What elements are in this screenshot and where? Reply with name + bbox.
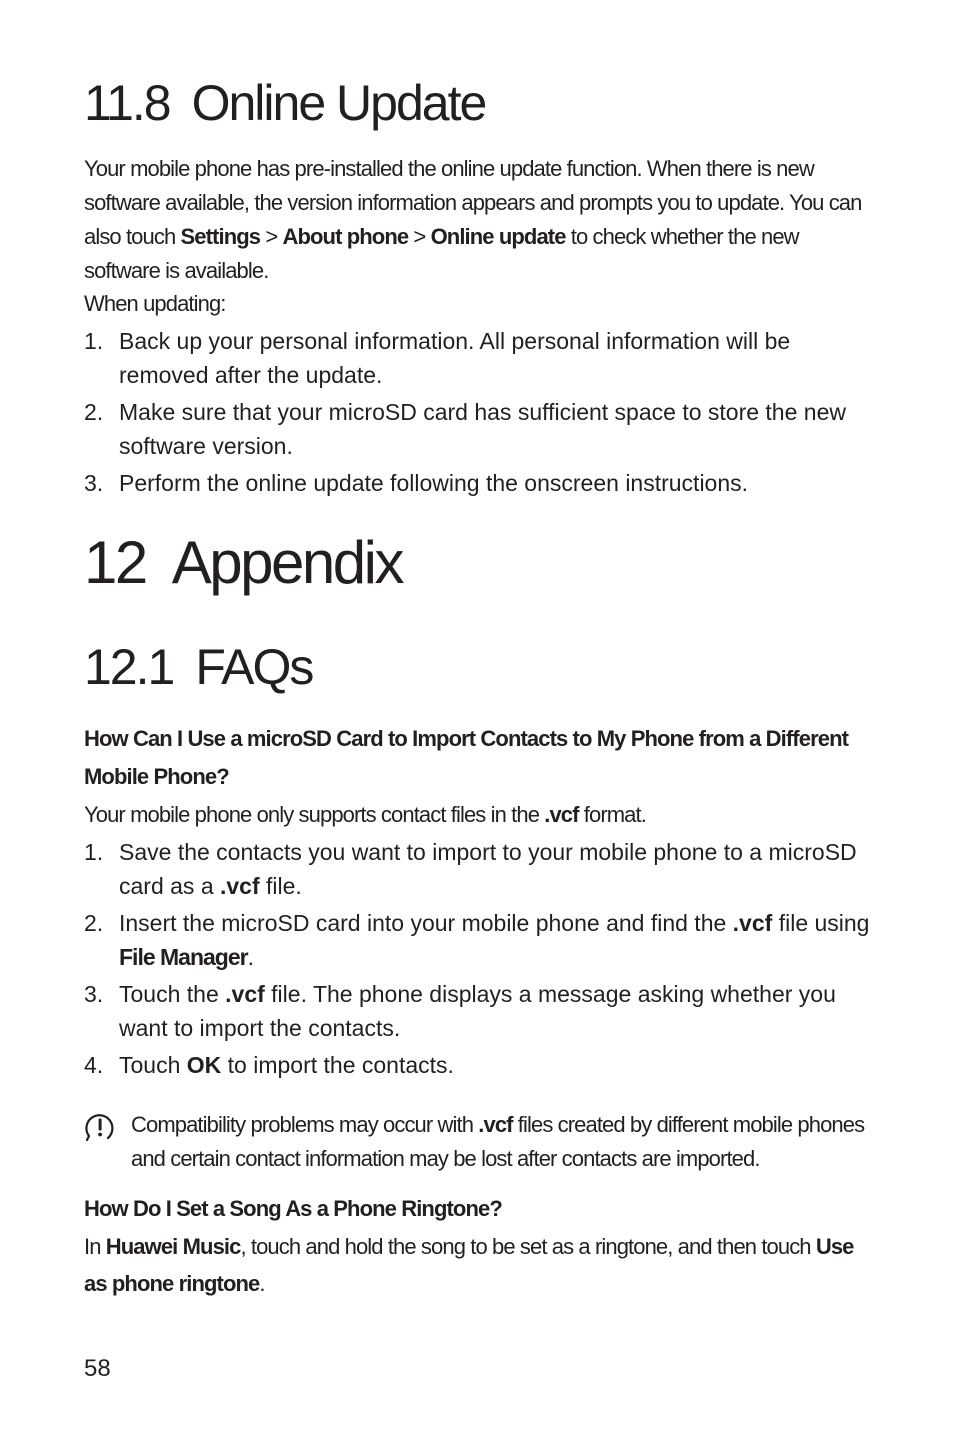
when-updating-label: When updating: [84, 291, 226, 316]
settings-term: Settings [180, 224, 261, 249]
ok-term: OK [186, 1052, 222, 1078]
faq-ringtone-answer: In Huawei Music, touch and hold the song to be set as a ringtone, and then touch Use as phone ringtone. [84, 1234, 854, 1296]
chapter-title-text: Appendix [171, 529, 402, 596]
note-text: Compatibility problems may occur with .vcf files created by different mobile phones and certain contact information may be lost after contacts are imported. [131, 1112, 865, 1171]
list-item: 3. Touch the .vcf file. The phone displays a message asking whether you want to import the contacts. [84, 981, 836, 1041]
list-item: 4. Touch OK to import the contacts. [84, 1052, 454, 1078]
about-phone-term: About phone [282, 224, 409, 249]
section-title-text: FAQs [195, 639, 313, 695]
list-item: 2. Make sure that your microSD card has sufficient space to store the new software version. [84, 399, 846, 459]
list-item: 3. Perform the online update following the onscreen instructions. [84, 470, 749, 496]
page-number: 58 [84, 1355, 111, 1382]
section-11-8-title [84, 74, 485, 132]
section-title-text: Online Update [191, 75, 486, 131]
section-number: 12.1 [84, 639, 174, 695]
huawei-music-term: Huawei Music [105, 1234, 241, 1259]
compatibility-note [84, 1108, 874, 1176]
faq-import-intro: Your mobile phone only supports contact files in the .vcf format. [84, 802, 646, 827]
faq-question-ringtone: How Do I Set a Song As a Phone Ringtone? [84, 1196, 502, 1221]
update-steps-list [84, 324, 874, 500]
caution-icon [84, 1112, 116, 1142]
chapter-number: 12 [84, 529, 146, 596]
faq-question-import-contacts: How Can I Use a microSD Card to Import Contacts to My Phone from a Different Mobile Phone? [84, 726, 849, 789]
use-as-ringtone-term: Use as phone ringtone [84, 1234, 854, 1296]
list-item: 1. Back up your personal information. All personal information will be removed after the update. [84, 328, 791, 388]
section-12-1-title [84, 638, 312, 696]
online-update-term: Online update [430, 224, 566, 249]
chapter-12-title [84, 528, 402, 597]
list-item: 2. Insert the microSD card into your mobile phone and find the .vcf file using File Manager. [84, 910, 870, 970]
list-item: 1. Save the contacts you want to import to your mobile phone to a microSD card as a .vcf file. [84, 839, 857, 899]
section-number: 11.8 [84, 75, 170, 131]
import-steps-list [84, 835, 874, 1082]
file-manager-term: File Manager [119, 944, 248, 970]
online-update-intro: Your mobile phone has pre-installed the online update function. When there is new software available, the version information appears and prompts you to update. You can also touch Settings > About phone > Online update to check whether the new software is available. [84, 156, 862, 283]
